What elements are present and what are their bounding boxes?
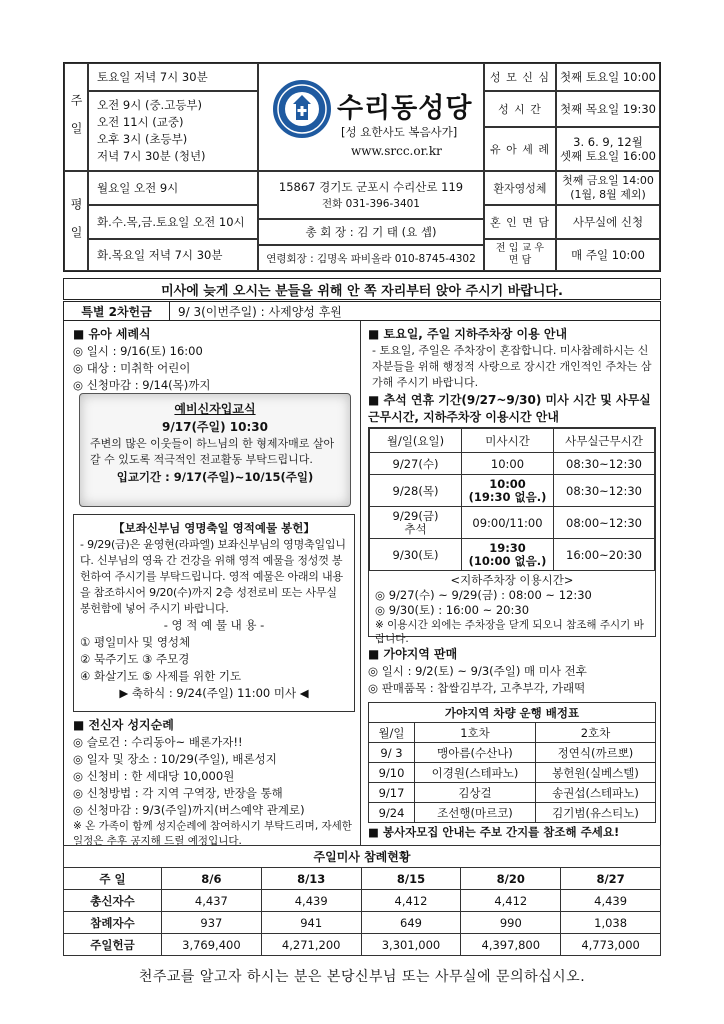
attendance-cell: 3,769,400 xyxy=(162,934,262,956)
feast-item: ④ 화살기도 ⑤ 사제를 위한 기도 xyxy=(80,669,242,683)
infant-baptism-title: ■ 유아 세례식 xyxy=(73,327,151,341)
schedule-value: 첫째 목요일 19:30 xyxy=(556,91,660,127)
pilgrimage-line: ◎ 신청마감 : 9/3(주일)까지(버스예약 관계로) xyxy=(73,803,305,817)
sunday-mass-line: 오후 3시 (초등부) xyxy=(97,132,188,146)
pilgrimage-line: ◎ 신청방법 : 각 지역 구역장, 반장을 통해 xyxy=(73,786,283,800)
chuseok-cell: 10:00 (19:30 없음.) xyxy=(462,475,554,507)
schedule-label: 성 모 신 심 xyxy=(484,63,556,91)
gaya-title: ■ 가야지역 판매 xyxy=(368,647,458,661)
vehicle-cell: 송권섭(스테파노) xyxy=(536,783,656,803)
vehicle-cell: 이경원(스테파노) xyxy=(415,763,536,783)
attendance-cell: 4,412 xyxy=(461,890,561,912)
weekday-mass-2 xyxy=(88,205,258,239)
president-text: 총 회 장 : 김 기 태 (요 셉) xyxy=(305,225,437,239)
parking-title: ■ 토요일, 주일 지하주차장 이용 안내 xyxy=(368,327,568,341)
weekday-mass-3 xyxy=(88,239,258,271)
feast-subtitle: - 영 적 예 물 내 용 - xyxy=(163,618,265,632)
patron-saint: [성 요한사도 복음사가] xyxy=(341,125,458,139)
attendance-header: 8/13 xyxy=(261,868,361,890)
chuseok-cell: 10:00 xyxy=(462,453,554,475)
vehicle-cell: 맹아름(수산나) xyxy=(415,743,536,763)
chuseok-cell: 9/27(수) xyxy=(370,453,462,475)
pilgrimage-line: ◎ 신청비 : 한 세대당 10,000원 xyxy=(73,769,235,783)
attendance-row-label: 주일헌금 xyxy=(64,934,162,956)
special-collection-value: 9/ 3(이번주일) : 사제양성 후원 xyxy=(178,304,342,319)
sunday-label-text: 주 일 xyxy=(69,94,83,140)
address-block xyxy=(258,171,484,219)
vehicle-header: 월/일 xyxy=(369,723,415,743)
vehicle-cell: 9/24 xyxy=(369,803,415,823)
schedule-value: 첫째 토요일 10:00 xyxy=(556,63,660,91)
weekday-mass-text: 화.수.목,금.토요일 오전 10시 xyxy=(97,215,245,229)
feast-mass: ▶ 축하식 : 9/24(주일) 11:00 미사 ◀ xyxy=(119,686,309,700)
volunteer-notice: ■ 봉사자모집 안내는 주보 간지를 참조해 주세요! xyxy=(368,825,620,839)
chuseok-table xyxy=(369,428,655,571)
vehicle-cell: 9/17 xyxy=(369,783,415,803)
gaya-line: ◎ 판매품목 : 찹쌀김부각, 고추부각, 가래떡 xyxy=(368,681,586,695)
vehicle-cell: 조선행(마르코) xyxy=(415,803,536,823)
pilgrimage-note: ※ 온 가족이 함께 성지순례에 참여하시기 부탁드리며, 자세한 일정은 추후 공지해 드릴 예정입니다. xyxy=(73,820,352,847)
schedule-label: 성 시 간 xyxy=(484,91,556,127)
catechumen-box xyxy=(79,393,351,507)
infant-baptism-line: ◎ 대상 : 미취학 어린이 xyxy=(73,361,191,375)
catechumen-date: 9/17(주일) 10:30 xyxy=(162,420,268,434)
vehicle-table-title: 가야지역 차량 운행 배정표 xyxy=(369,703,656,723)
chuseok-cell: 08:30~12:30 xyxy=(554,475,655,507)
attendance-cell: 4,412 xyxy=(361,890,461,912)
sunday-label xyxy=(64,63,88,171)
phone-text: 전화 031-396-3401 xyxy=(321,197,420,210)
pilgrimage-title: ■ 전신자 성지순례 xyxy=(73,718,174,732)
sunday-mass-line: 오전 9시 (중.고등부) xyxy=(97,98,203,112)
chuseok-cell: 08:00~12:30 xyxy=(554,507,655,539)
attendance-header: 8/27 xyxy=(561,868,661,890)
attendance-cell: 4,439 xyxy=(561,890,661,912)
feast-item: ② 묵주기도 ③ 주모경 xyxy=(80,652,190,666)
vehicle-header: 1호차 xyxy=(415,723,536,743)
sunday-mass-line: 오전 11시 (교중) xyxy=(97,115,184,129)
saturday-mass-text: 토요일 저녁 7시 30분 xyxy=(97,70,208,84)
attendance-title: 주일미사 참례현황 xyxy=(64,846,661,868)
parking-body: - 토요일, 주일은 주차장이 혼잡합니다. 미사참례하시는 신자분들을 위해 행정적 사랑으로 장시간 개인적인 주차는 삼가해 주시기 바랍니다. xyxy=(372,344,652,389)
seating-notice: 미사에 늦게 오시는 분들을 위해 안 쪽 자리부터 앉아 주시기 바랍니다. xyxy=(63,278,661,300)
special-collection-label: 특별 2차헌금 xyxy=(64,302,170,320)
attendance-cell: 4,773,000 xyxy=(561,934,661,956)
attendance-cell: 4,271,200 xyxy=(261,934,361,956)
church-logo xyxy=(273,80,331,138)
schedule-value: 사무실에 신청 xyxy=(556,205,660,239)
chuseok-cell: 9/29(금) 추석 xyxy=(370,507,462,539)
schedule-label: 혼 인 면 담 xyxy=(484,205,556,239)
pilgrimage-line: ◎ 슬로건 : 수리동아~ 배론가자!! xyxy=(73,735,243,749)
sunday-mass-list xyxy=(88,91,258,171)
vehicle-table xyxy=(368,702,656,823)
schedule-label: 환자영성체 xyxy=(484,171,556,205)
attendance-header: 주 일 xyxy=(64,868,162,890)
chuseok-cell: 16:00~20:30 xyxy=(554,539,655,571)
church-title-block xyxy=(258,63,484,171)
infant-baptism-section xyxy=(73,325,355,394)
vehicle-cell: 김상걸 xyxy=(415,783,536,803)
schedule-value: 3. 6. 9, 12월 셋째 토요일 16:00 xyxy=(556,127,660,171)
chuseok-title: ■ 추석 연휴 기간(9/27~9/30) 미사 시간 및 사무실 근무시간, 지하주차장 이용시간 안내 xyxy=(368,393,651,424)
attendance-cell: 4,439 xyxy=(261,890,361,912)
feast-title: 【보좌신부님 영명축일 영적예물 봉헌】 xyxy=(113,521,315,535)
attendance-header: 8/20 xyxy=(461,868,561,890)
feast-item: ① 평일미사 및 영성체 xyxy=(80,635,191,649)
schedule-value: 첫째 금요일 14:00 (1월, 8월 제외) xyxy=(556,171,660,205)
attendance-cell: 1,038 xyxy=(561,912,661,934)
attendance-header: 8/15 xyxy=(361,868,461,890)
special-collection xyxy=(63,301,661,321)
saturday-mass xyxy=(88,63,258,91)
chuseok-cell: 19:30 (10:00 없음.) xyxy=(462,539,554,571)
feast-box xyxy=(73,514,355,712)
chuseok-header: 월/일(요일) xyxy=(370,429,462,453)
weekday-mass-text: 화.목요일 저녁 7시 30분 xyxy=(97,248,223,262)
parking-section xyxy=(368,325,656,391)
vehicle-cell: 정연식(까르뽀) xyxy=(536,743,656,763)
vehicle-cell: 9/10 xyxy=(369,763,415,783)
footer-notice: 천주교를 알고자 하시는 분은 본당신부님 또는 사무실에 문의하십시오. xyxy=(138,969,586,985)
schedule-value: 매 주일 10:00 xyxy=(556,239,660,271)
attendance-cell: 3,301,000 xyxy=(361,934,461,956)
parking-hours-title: <지하주차장 이용시간> xyxy=(450,573,574,587)
address-text: 15867 경기도 군포시 수리산로 119 xyxy=(278,179,464,194)
chuseok-cell: 08:30~12:30 xyxy=(554,453,655,475)
bulletin-header xyxy=(63,62,661,272)
president-row xyxy=(258,219,484,245)
church-logo-icon xyxy=(275,82,329,136)
chuseok-header: 미사시간 xyxy=(462,429,554,453)
parking-hours-note: ※ 이용시간 외에는 주차장을 닫게 되오니 참조해 주시기 바랍니다. xyxy=(375,619,644,645)
gaya-line: ◎ 일시 : 9/2(토) ~ 9/3(주일) 매 미사 전후 xyxy=(368,664,587,678)
liaison-text: 연령회장 : 김명옥 파비올라 010-8745-4302 xyxy=(266,252,476,265)
attendance-cell: 941 xyxy=(261,912,361,934)
attendance-cell: 990 xyxy=(461,912,561,934)
pilgrimage-section xyxy=(73,716,355,849)
chuseok-cell: 9/30(토) xyxy=(370,539,462,571)
chuseok-header: 사무실근무시간 xyxy=(554,429,655,453)
attendance-row-label: 참례자수 xyxy=(64,912,162,934)
weekday-mass-1 xyxy=(88,171,258,205)
infant-baptism-line: ◎ 신청마감 : 9/14(목)까지 xyxy=(73,378,211,392)
attendance-cell: 937 xyxy=(162,912,262,934)
parking-hours-line: ◎ 9/30(토) : 16:00 ~ 20:30 xyxy=(375,603,530,617)
chuseok-cell: 9/28(목) xyxy=(370,475,462,507)
schedule-label: 유 아 세 례 xyxy=(484,127,556,171)
parking-hours-line: ◎ 9/27(수) ~ 9/29(금) : 08:00 ~ 12:30 xyxy=(375,588,592,602)
sunday-mass-line: 저녁 7시 30분 (청년) xyxy=(97,149,206,163)
chuseok-section xyxy=(368,392,656,426)
church-website[interactable]: www.srcc.or.kr xyxy=(351,144,442,158)
gaya-section xyxy=(368,645,656,697)
feast-body: - 9/29(금)은 윤영현(라파엘) 보좌신부님의 영명축일입니다. 신부님의 영육 간 건강을 위해 영적 예물을 정성껏 봉헌하여 주시기를 부탁드립니다. 영적 예물은 아래의 내용을 참조하시어 9/20(수)까지 2층 성전로비 또는 사무실 봉헌함에 넣어 주시기 바랍니다. xyxy=(80,538,346,615)
attendance-cell: 4,437 xyxy=(162,890,262,912)
church-name: 수리동성당 xyxy=(337,93,473,124)
catechumen-period: 입교기간 : 9/17(주일)~10/15(주일) xyxy=(116,470,314,484)
weekday-mass-text: 월요일 오전 9시 xyxy=(97,181,179,195)
chuseok-cell: 09:00/11:00 xyxy=(462,507,554,539)
chuseok-box xyxy=(368,427,656,645)
catechumen-body: 주변의 많은 이웃들이 하느님의 한 형제자매로 살아갈 수 있도록 적극적인 전교활동 부탁드립니다. xyxy=(90,437,335,466)
vehicle-cell: 9/ 3 xyxy=(369,743,415,763)
infant-baptism-line: ◎ 일시 : 9/16(토) 16:00 xyxy=(73,344,203,358)
attendance-row-label: 총신자수 xyxy=(64,890,162,912)
liaison-row xyxy=(258,245,484,271)
catechumen-title: 예비신자입교식 xyxy=(174,402,256,416)
pilgrimage-line: ◎ 일자 및 장소 : 10/29(주일), 배론성지 xyxy=(73,752,277,766)
attendance-table xyxy=(63,845,661,956)
attendance-cell: 649 xyxy=(361,912,461,934)
weekday-label-text: 평 일 xyxy=(69,198,83,244)
attendance-header: 8/6 xyxy=(162,868,262,890)
vehicle-cell: 김기범(유스티노) xyxy=(536,803,656,823)
attendance-cell: 4,397,800 xyxy=(461,934,561,956)
vehicle-header: 2호차 xyxy=(536,723,656,743)
schedule-label: 전 입 교 우 면 담 xyxy=(484,239,556,271)
weekday-label xyxy=(64,171,88,271)
vehicle-cell: 봉헌원(실베스텔) xyxy=(536,763,656,783)
